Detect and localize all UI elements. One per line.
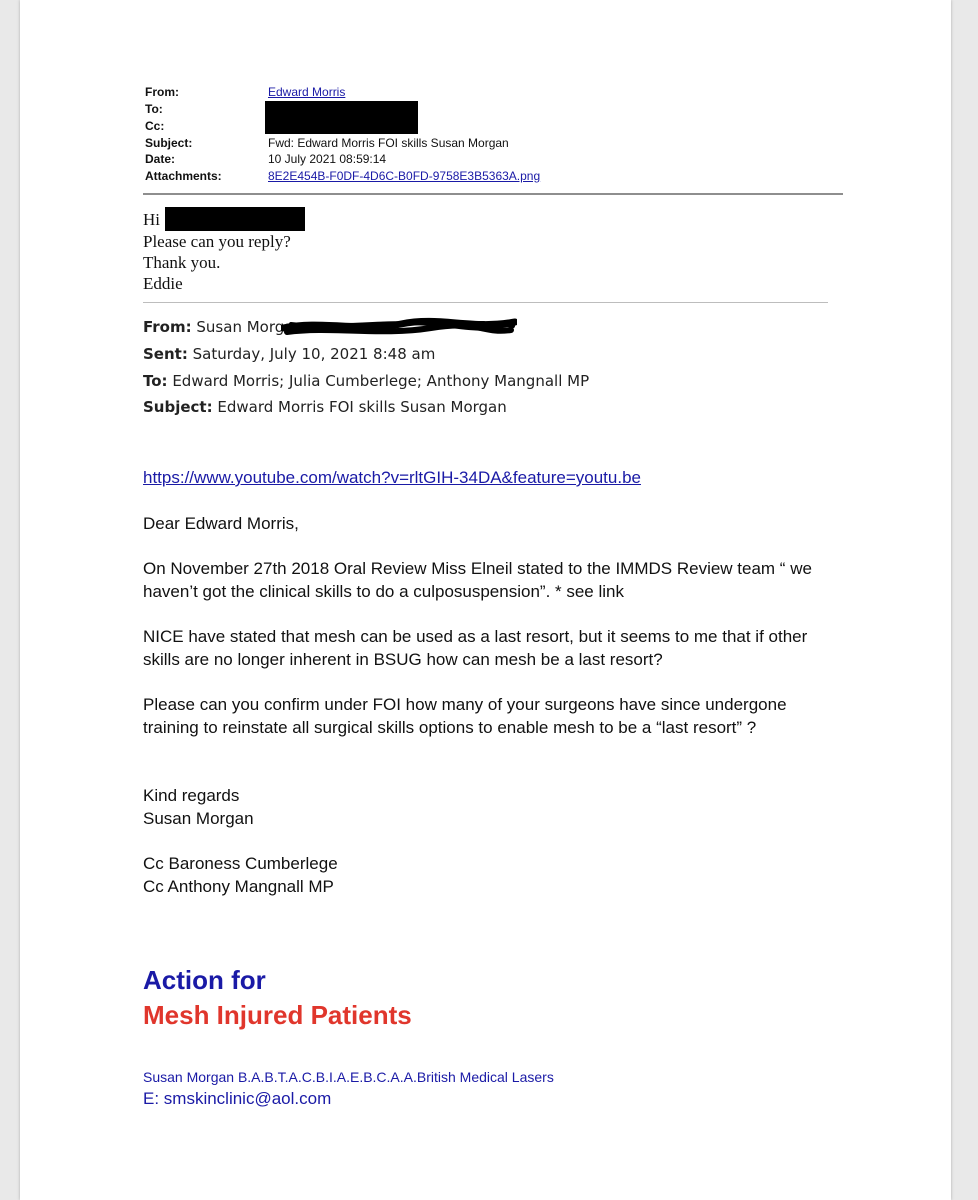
brand-line-2: Mesh Injured Patients: [143, 1000, 412, 1030]
header-divider: [143, 193, 843, 195]
fwd-subject-label: Subject:: [143, 398, 213, 416]
reply-line-2: Thank you.: [143, 253, 221, 272]
fwd-sent-line: [143, 345, 435, 363]
paragraph-1: On November 27th 2018 Oral Review Miss Elneil stated to the IMMDS Review team “ we haven’t got the clinical skills to do a culposuspension”. * see link: [143, 559, 812, 601]
document-page: [20, 0, 951, 1200]
from-label: From:: [145, 85, 179, 99]
fwd-to-line: [143, 372, 589, 390]
closing: Kind regards: [143, 786, 240, 805]
subject-value: Fwd: Edward Morris FOI skills Susan Morgan: [268, 136, 509, 150]
fwd-from-line: [143, 318, 303, 336]
cc-label: Cc:: [145, 119, 165, 133]
paragraph-3: Please can you confirm under FOI how many of your surgeons have since undergone training to reinstate all surgical skills options to enable mesh to be a “last resort” ?: [143, 695, 787, 737]
reply-divider: [143, 302, 828, 303]
redaction-recipients: [265, 101, 418, 134]
subject-label: Subject:: [145, 136, 193, 150]
sender-name: Susan Morgan: [143, 809, 254, 828]
fwd-subject-line: [143, 398, 507, 416]
sender-credentials: Susan Morgan B.A.B.T.A.C.B.I.A.E.B.C.A.A.British Medical Lasers: [143, 1069, 554, 1085]
cc-line-1: Cc Baroness Cumberlege: [143, 854, 338, 873]
redaction-recipient-name: [165, 207, 305, 231]
youtube-link[interactable]: https://www.youtube.com/watch?v=rltGIH-34DA&feature=youtu.be: [143, 468, 641, 487]
sender-email[interactable]: E: smskinclinic@aol.com: [143, 1089, 332, 1108]
cc-line-2: Cc Anthony Mangnall MP: [143, 877, 334, 896]
scribble-redaction-icon: [281, 316, 517, 338]
from-value[interactable]: [268, 85, 345, 99]
to-label: To:: [145, 102, 163, 116]
youtube-link-line[interactable]: [143, 466, 843, 489]
from-link[interactable]: Edward Morris: [268, 85, 346, 99]
fwd-sent-value: Saturday, July 10, 2021 8:48 am: [192, 345, 436, 363]
fwd-subject-value: Edward Morris FOI skills Susan Morgan: [217, 398, 507, 416]
attachment-link[interactable]: 8E2E454B-F0DF-4D6C-B0FD-9758E3B5363A.png: [268, 169, 541, 183]
paragraph-2: NICE have stated that mesh can be used as a last resort, but it seems to me that if other skills are no longer inherent in BSUG how can mesh be a last resort?: [143, 627, 808, 669]
attachments-label: Attachments:: [145, 169, 222, 183]
brand-line-1: Action for: [143, 965, 266, 995]
fwd-from-label: From:: [143, 318, 192, 336]
fwd-to-label: To:: [143, 372, 168, 390]
attachment-item[interactable]: [268, 169, 540, 183]
reply-signoff: Eddie: [143, 274, 183, 293]
salutation: Dear Edward Morris,: [143, 514, 299, 533]
reply-line-1: Please can you reply?: [143, 232, 291, 251]
fwd-to-value: Edward Morris; Julia Cumberlege; Anthony Mangnall MP: [172, 372, 590, 390]
date-value: 10 July 2021 08:59:14: [268, 152, 387, 166]
redaction-scribble: [281, 316, 517, 338]
date-label: Date:: [145, 152, 176, 166]
reply-greeting: Hi: [143, 210, 160, 229]
fwd-sent-label: Sent:: [143, 345, 188, 363]
fwd-from-value: Susan Morgan: [196, 318, 303, 336]
